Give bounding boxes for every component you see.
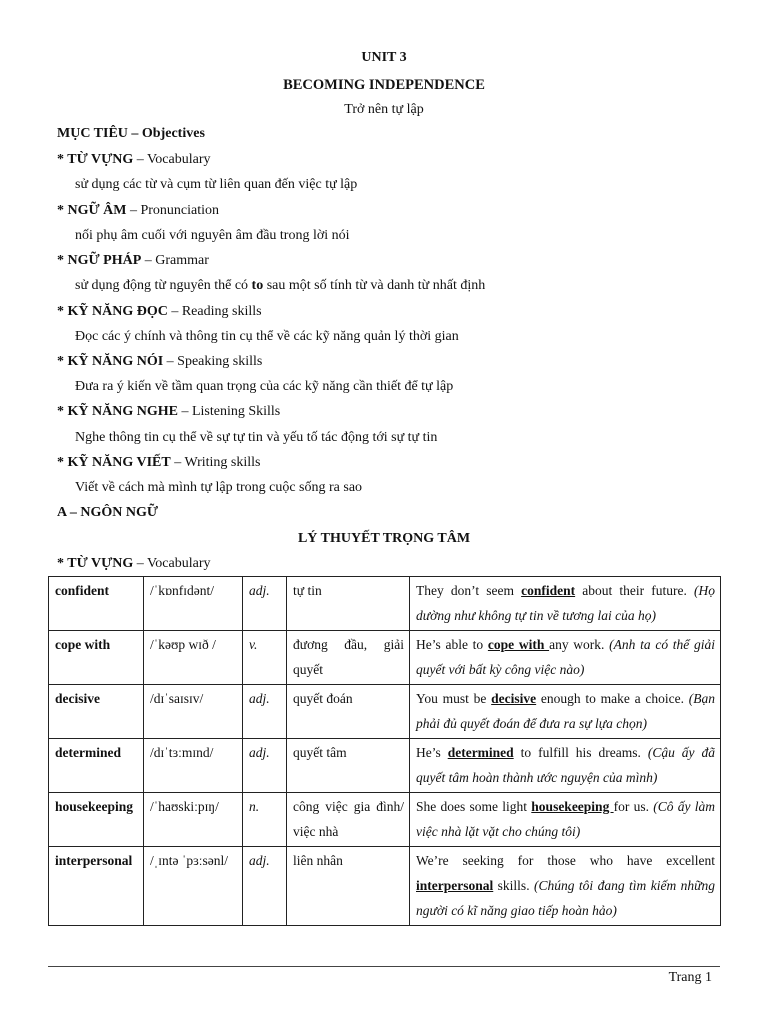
- unit-title: BECOMING INDEPENDENCE: [283, 77, 485, 93]
- vocabulary-heading: * TỪ VỰNG – Vocabulary: [57, 556, 211, 571]
- page-number: Trang 1: [668, 970, 712, 985]
- vocab-meaning: quyết đoán: [287, 685, 410, 739]
- objective-grammar-desc: sử dụng động từ nguyên thể có to sau một số tính từ và danh từ nhất định: [75, 278, 486, 293]
- footer-divider: [48, 966, 720, 967]
- vocab-pos: adj.: [243, 739, 287, 793]
- table-row: [49, 577, 721, 631]
- vocab-pos: adj.: [243, 847, 287, 926]
- vocab-word: housekeeping: [49, 793, 144, 847]
- vocab-example: He’s able to cope with any work. (Anh ta có thể giải quyết với bất kỳ công việc nào): [410, 631, 721, 685]
- table-row: [49, 793, 721, 847]
- objective-listening: * KỸ NĂNG NGHE – Listening Skills: [57, 404, 281, 419]
- vocab-word: confident: [49, 577, 144, 631]
- vocab-word: interpersonal: [49, 847, 144, 926]
- vocab-example: You must be decisive enough to make a choice. (Bạn phải đủ quyết đoán để đưa ra sự lựa chọn): [410, 685, 721, 739]
- vocab-ipa: /dɪˈsaɪsɪv/: [144, 685, 243, 739]
- unit-number: UNIT 3: [361, 50, 407, 65]
- vocab-example: We’re seeking for those who have excellent interpersonal skills. (Chúng tôi đang tìm kiếm những người có kĩ năng giao tiếp hoàn hảo): [410, 847, 721, 926]
- table-row: [49, 631, 721, 685]
- unit-subtitle: Trở nên tự lập: [344, 102, 424, 117]
- table-row: [49, 685, 721, 739]
- objective-speaking: * KỸ NĂNG NÓI – Speaking skills: [57, 354, 263, 369]
- vocab-example: They don’t seem confident about their future. (Họ dường như không tự tin về tương lai của họ): [410, 577, 721, 631]
- vocab-ipa: /ˌɪntə ˈpɜːsənl/: [144, 847, 243, 926]
- objective-listening-desc: Nghe thông tin cụ thể về sự tự tin và yếu tố tác động tới sự tự tin: [75, 430, 438, 445]
- table-row: [49, 739, 721, 793]
- objective-writing: * KỸ NĂNG VIẾT – Writing skills: [57, 455, 261, 470]
- vocab-word: determined: [49, 739, 144, 793]
- vocab-meaning: đương đầu, giải quyết: [287, 631, 410, 685]
- objective-grammar: * NGỮ PHÁP – Grammar: [57, 253, 209, 268]
- objective-writing-desc: Viết về cách mà mình tự lập trong cuộc sống ra sao: [75, 480, 363, 495]
- theory-heading: LÝ THUYẾT TRỌNG TÂM: [297, 531, 471, 546]
- vocab-ipa: /ˈkəʊp wɪð /: [144, 631, 243, 685]
- objective-reading: * KỸ NĂNG ĐỌC – Reading skills: [57, 304, 262, 319]
- vocab-example: He’s determined to fulfill his dreams. (Cậu ấy đã quyết tâm hoàn thành ước nguyện của mình): [410, 739, 721, 793]
- vocab-meaning: quyết tâm: [287, 739, 410, 793]
- objective-reading-desc: Đọc các ý chính và thông tin cụ thể về các kỹ năng quản lý thời gian: [75, 329, 459, 344]
- vocab-word: cope with: [49, 631, 144, 685]
- vocab-meaning: liên nhân: [287, 847, 410, 926]
- vocab-ipa: /dɪˈtɜːmɪnd/: [144, 739, 243, 793]
- objectives-heading: MỤC TIÊU – Objectives: [57, 126, 205, 141]
- objective-pronunciation: * NGỮ ÂM – Pronunciation: [57, 203, 220, 218]
- objective-pronunciation-desc: nối phụ âm cuối với nguyên âm đầu trong lời nói: [75, 228, 350, 243]
- vocab-ipa: /ˈkɒnfɪdənt/: [144, 577, 243, 631]
- objective-vocabulary-desc: sử dụng các từ và cụm từ liên quan đến việc tự lập: [75, 177, 358, 192]
- vocab-meaning: công việc gia đình/ việc nhà: [287, 793, 410, 847]
- vocab-pos: adj.: [243, 685, 287, 739]
- vocab-pos: v.: [243, 631, 287, 685]
- section-a-heading: A – NGÔN NGỮ: [57, 505, 158, 520]
- vocab-pos: n.: [243, 793, 287, 847]
- objective-speaking-desc: Đưa ra ý kiến về tầm quan trọng của các kỹ năng cần thiết để tự lập: [75, 379, 454, 394]
- vocab-ipa: /ˈhaʊskiːpɪŋ/: [144, 793, 243, 847]
- vocab-meaning: tự tin: [287, 577, 410, 631]
- vocabulary-table: [48, 576, 721, 926]
- objective-vocabulary: * TỪ VỰNG – Vocabulary: [57, 152, 211, 167]
- vocab-word: decisive: [49, 685, 144, 739]
- table-row: [49, 847, 721, 926]
- vocab-example: She does some light housekeeping for us. (Cô ấy làm việc nhà lặt vặt cho chúng tôi): [410, 793, 721, 847]
- vocab-pos: adj.: [243, 577, 287, 631]
